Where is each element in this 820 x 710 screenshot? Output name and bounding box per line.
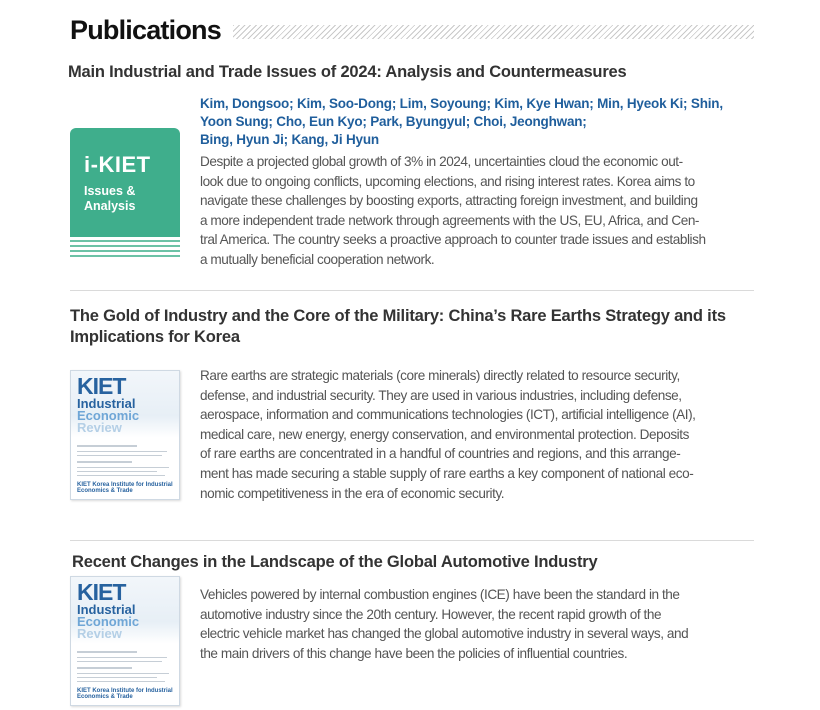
publication-divider: [70, 540, 754, 541]
abstract-line: the main drivers of this change have been the policies of influential countries.: [200, 645, 628, 661]
publication-item: [70, 62, 754, 272]
abstract-line: medical care, new energy, energy conservation, and environmental protection. Deposits: [200, 426, 689, 442]
abstract-line: tral America. The country seeks a proactive approach to counter trade issues and establish: [200, 232, 706, 248]
publication-cover-ikiet[interactable]: [70, 128, 180, 261]
cover-stripe: [70, 255, 180, 257]
publication-body: [200, 585, 756, 663]
publication-item: [70, 552, 754, 708]
publication-body: [200, 95, 756, 270]
cover-text-line: [77, 657, 167, 658]
abstract-line: automotive industry since the 20th century. However, the recent rapid growth of the: [200, 606, 662, 622]
authors-line: Yoon Sung; Cho, Eun Kyo; Park, Byungyul; Choi, Jeonghwan;: [200, 114, 587, 129]
authors-line: Kim, Dongsoo; Kim, Soo-Dong; Lim, Soyoung; Kim, Kye Hwan; Min, Hyeok Ki; Shin,: [200, 96, 723, 111]
section-title: Publications: [70, 14, 221, 45]
cover-text-line: [77, 467, 169, 468]
cover-text-line: [77, 445, 137, 447]
cover-title-economic: Economic: [77, 408, 140, 423]
publication-authors: [200, 95, 756, 149]
cover-title-review: Review: [77, 420, 122, 435]
publication-abstract: [200, 152, 756, 270]
publication-divider: [70, 290, 754, 291]
cover-text-line: [77, 475, 165, 476]
authors-line: Bing, Hyun Ji; Kang, Ji Hyun: [200, 132, 379, 147]
cover-logo: i-KIET: [84, 152, 151, 177]
abstract-line: electric vehicle market has changed the global automotive industry in several ways, and: [200, 626, 689, 642]
cover-stripe: [70, 240, 180, 242]
cover-title-kiet: KIET: [77, 579, 126, 605]
cover-text-line: [77, 651, 137, 653]
publication-cover-review[interactable]: [70, 370, 180, 500]
abstract-line: a more independent trade network through agreements with the US, EU, Africa, and Cen-: [200, 212, 700, 228]
abstract-line: nomic competitiveness in the era of economic security.: [200, 485, 505, 501]
abstract-line: a mutually beneficial cooperation network.: [200, 251, 435, 267]
title-line: Implications for Korea: [70, 328, 240, 346]
abstract-line: Vehicles powered by internal combustion engines (ICE) have been the standard in the: [200, 587, 680, 602]
publication-title-link[interactable]: [70, 306, 726, 348]
abstract-line: look due to ongoing conflicts, upcoming elections, and rising interest rates. Korea aims to: [200, 173, 695, 189]
abstract-line: Despite a projected global growth of 3% in 2024, uncertainties cloud the economic out-: [200, 154, 683, 169]
cover-text-line: [77, 673, 169, 674]
cover-background: [70, 128, 180, 237]
cover-title-kiet: KIET: [77, 373, 126, 399]
cover-title-review: Review: [77, 626, 122, 641]
cover-stripe: [70, 245, 180, 247]
cover-title-industrial: Industrial: [77, 602, 136, 617]
publication-abstract: [200, 585, 756, 663]
cover-footer: KIET Korea Institute for Industrial Economics & Trade: [77, 482, 173, 494]
publication-title-link[interactable]: Recent Changes in the Landscape of the Global Automotive Industry: [72, 553, 598, 571]
abstract-line: of rare earths are concentrated in a handful of countries and regions, and this arrange-: [200, 446, 681, 462]
cover-text-line: [77, 455, 162, 456]
cover-text-line: [77, 677, 157, 678]
cover-stripe: [70, 250, 180, 252]
hatch-divider: [233, 25, 754, 39]
publication-abstract: [200, 366, 756, 503]
publication-item: [70, 306, 754, 506]
cover-text-line: [77, 681, 165, 682]
cover-text-line: [77, 661, 162, 662]
abstract-line: defense, and industrial security. They are used in various industries, including defense,: [200, 387, 682, 403]
cover-text-line: [77, 471, 157, 472]
cover-title-industrial: Industrial: [77, 396, 136, 411]
publication-body: [200, 366, 756, 503]
section-header: [70, 14, 754, 46]
cover-subtitle-line: Issues &: [84, 184, 136, 198]
abstract-line: ment has made securing a stable supply of rare earths a key component of national eco-: [200, 465, 694, 481]
abstract-line: Rare earths are strategic materials (core minerals) directly related to resource security,: [200, 368, 680, 383]
abstract-line: navigate these challenges by boosting exports, attracting foreign investment, and building: [200, 193, 698, 209]
cover-subtitle-line: Analysis: [84, 199, 136, 213]
cover-footer: KIET Korea Institute for Industrial Economics & Trade: [77, 688, 173, 700]
title-line: The Gold of Industry and the Core of the Military: China’s Rare Earths Strategy and its: [70, 307, 726, 325]
cover-subtitle: [84, 184, 135, 214]
abstract-line: aerospace, information and communications technologies (ICT), artificial intelligence (AI),: [200, 407, 696, 423]
cover-text-line: [77, 451, 167, 452]
cover-text-line: [77, 667, 132, 669]
publication-title-link[interactable]: Main Industrial and Trade Issues of 2024: Analysis and Countermeasures: [68, 63, 627, 81]
cover-title-economic: Economic: [77, 614, 140, 629]
publication-cover-review[interactable]: [70, 576, 180, 706]
cover-text-line: [77, 461, 132, 463]
